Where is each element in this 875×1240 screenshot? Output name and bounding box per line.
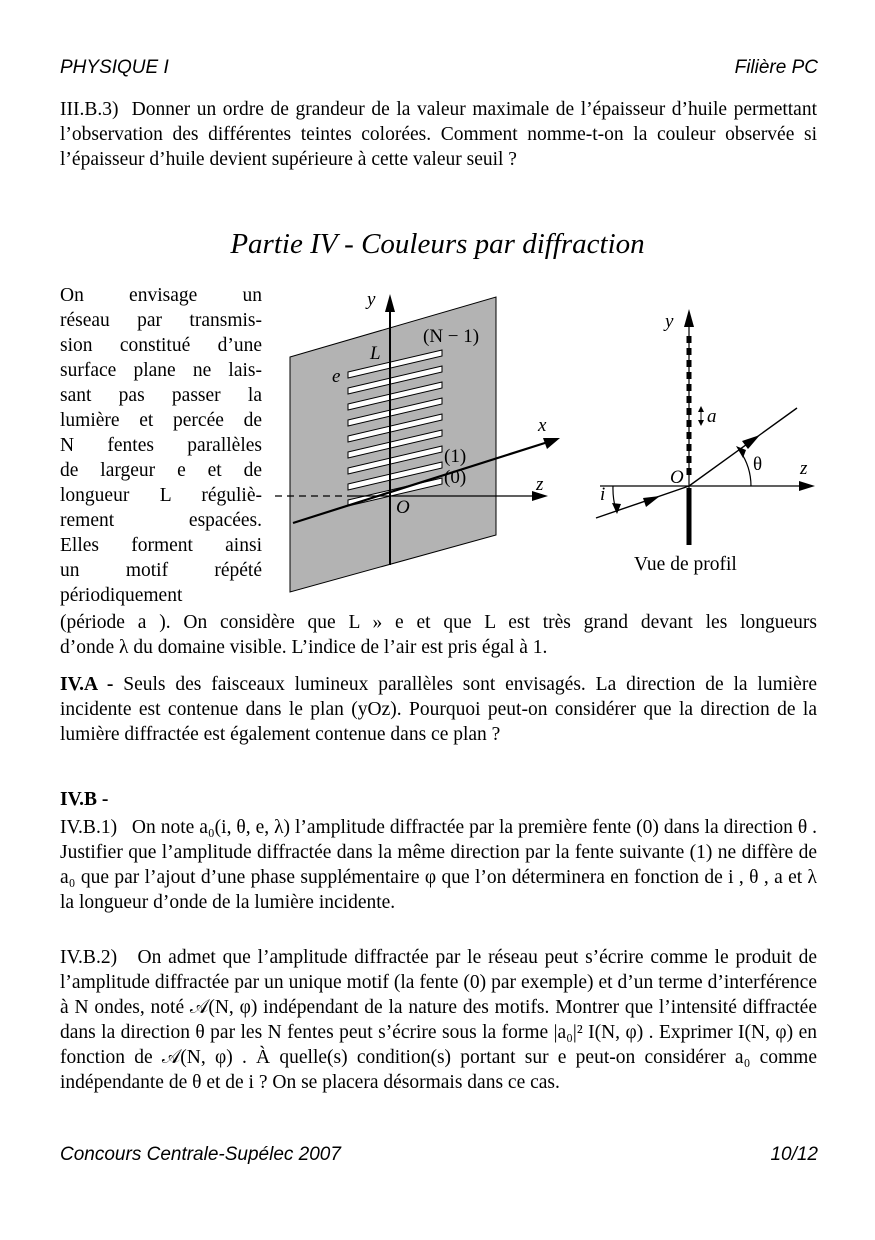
- incident-ray: [596, 486, 689, 518]
- profile-label-a: a: [707, 406, 717, 427]
- label-L: L: [370, 343, 381, 364]
- profile-z-arrow: [799, 481, 815, 491]
- question-iii-b3: [60, 97, 817, 172]
- footer-right: 10/12: [770, 1144, 818, 1165]
- question-iv-b1: [60, 815, 817, 915]
- question-text: On note a₀(i, θ, e, λ) l’amplitude diffractée par la première fente (0) dans la direction θ . Justifier que l’amplitude diffractée dans la même direction par la fente suivante (1) ne diffère de a₀ que par l’ajout d’une phase supplémentaire φ que l’on déterminera en fonction de i , θ , a et λ la longueur d’onde de la lumière incidente.: [60, 817, 817, 913]
- question-label: IV.B.2): [60, 947, 118, 968]
- label-y: y: [367, 289, 376, 310]
- profile-label-z: z: [800, 458, 808, 479]
- question-text: Seuls des faisceaux lumineux parallèles sont envisagés. La direction de la lumière incidente est contenue dans le plan (yOz). Pourquoi peut-on considérer que la direction de la lumière diffractée est également contenue dans ce plan ?: [60, 674, 817, 745]
- intro-line: de largeur e et de: [60, 460, 262, 481]
- profile-label-i: i: [600, 484, 606, 505]
- footer-left: Concours Centrale-Supélec 2007: [60, 1144, 341, 1165]
- intro-wrapped-column: [60, 283, 262, 608]
- intro-line: sant pas passer la: [60, 385, 262, 406]
- header-right: Filière PC: [734, 57, 818, 78]
- question-text: Donner un ordre de grandeur de la valeur maximale de l’épaisseur d’huile permettant l’observation des différentes teintes colorées. Comment nomme-t-on la couleur observée si l’épaisseur d’huile devient supérieure à cette valeur seuil ?: [60, 99, 818, 170]
- label-slit-1: (1): [444, 446, 467, 467]
- label-slit-0: (0): [444, 467, 467, 488]
- intro-line: Elles forment ainsi: [60, 535, 262, 556]
- label-N-1: (N − 1): [423, 326, 480, 347]
- question-text: On admet que l’amplitude diffractée par le réseau peut s’écrire comme le produit de l’amplitude diffractée par un unique motif (la fente (0) par exemple) et d’un terme d’interférence à N ondes, noté 𝒜(N, φ) indépendant de la nature des motifs. Montrer que l’intensité diffractée dans la direction θ par les N fentes peut s’écrire sous la forme |a₀|² I(N, φ) . Exprimer I(N, φ) en fonction de 𝒜(N, φ) . À quelle(s) condition(s) portant sur e peut-on considérer a₀ comme indépendante de θ et de i ? On se placera désormais dans ce cas.: [60, 947, 817, 1093]
- period-arrow-down: [698, 420, 704, 426]
- label-z: z: [536, 474, 544, 495]
- grating-figure: [265, 283, 825, 603]
- intro-line: un motif répété: [60, 560, 262, 581]
- intro-line: surface plane ne lais-: [60, 360, 262, 381]
- theta-arc: [740, 451, 751, 486]
- section-iv-b-label: IV.B -: [60, 789, 109, 810]
- label-x: x: [538, 415, 547, 436]
- period-arrow-up: [698, 406, 704, 412]
- intro-line: N fentes parallèles: [60, 435, 262, 456]
- profile-y-arrow: [684, 309, 694, 327]
- intro-line: lumière et percée de: [60, 410, 262, 431]
- intro-line: rement espacées.: [60, 510, 262, 531]
- intro-line: d’onde λ du domaine visible. L’indice de l’air est pris égal à 1.: [60, 637, 548, 658]
- part-title: Partie IV - Couleurs par diffraction: [230, 228, 645, 260]
- diffracted-ray: [689, 408, 797, 486]
- intro-line: longueur L réguliè-: [60, 485, 262, 506]
- figure-caption: Vue de profil: [634, 554, 737, 575]
- question-label: III.B.3): [60, 99, 119, 120]
- intro-line: réseau par transmis-: [60, 310, 262, 331]
- intro-line: On envisage un: [60, 285, 262, 306]
- intro-line: (période a ). On considère que L » e et que L est très grand devant les longueurs: [60, 612, 817, 633]
- intro-line: périodiquement: [60, 585, 183, 606]
- profile-label-theta: θ: [753, 454, 763, 475]
- y-axis-arrow: [385, 294, 395, 312]
- x-axis-arrow: [543, 438, 560, 449]
- incident-ray-arrow: [643, 496, 660, 507]
- diffracted-ray-arrow: [742, 435, 760, 449]
- question-iv-b2: [60, 945, 817, 1095]
- profile-label-O: O: [670, 467, 684, 488]
- header-left: PHYSIQUE I: [60, 57, 169, 78]
- question-label: IV.A -: [60, 674, 114, 695]
- question-iv-a: [60, 672, 817, 747]
- label-O: O: [396, 497, 410, 518]
- profile-label-y: y: [665, 311, 674, 332]
- question-label: IV.B.1): [60, 817, 118, 838]
- intro-line: sion constitué d’une: [60, 335, 262, 356]
- intro-continuation: [60, 610, 817, 660]
- label-e: e: [332, 366, 341, 387]
